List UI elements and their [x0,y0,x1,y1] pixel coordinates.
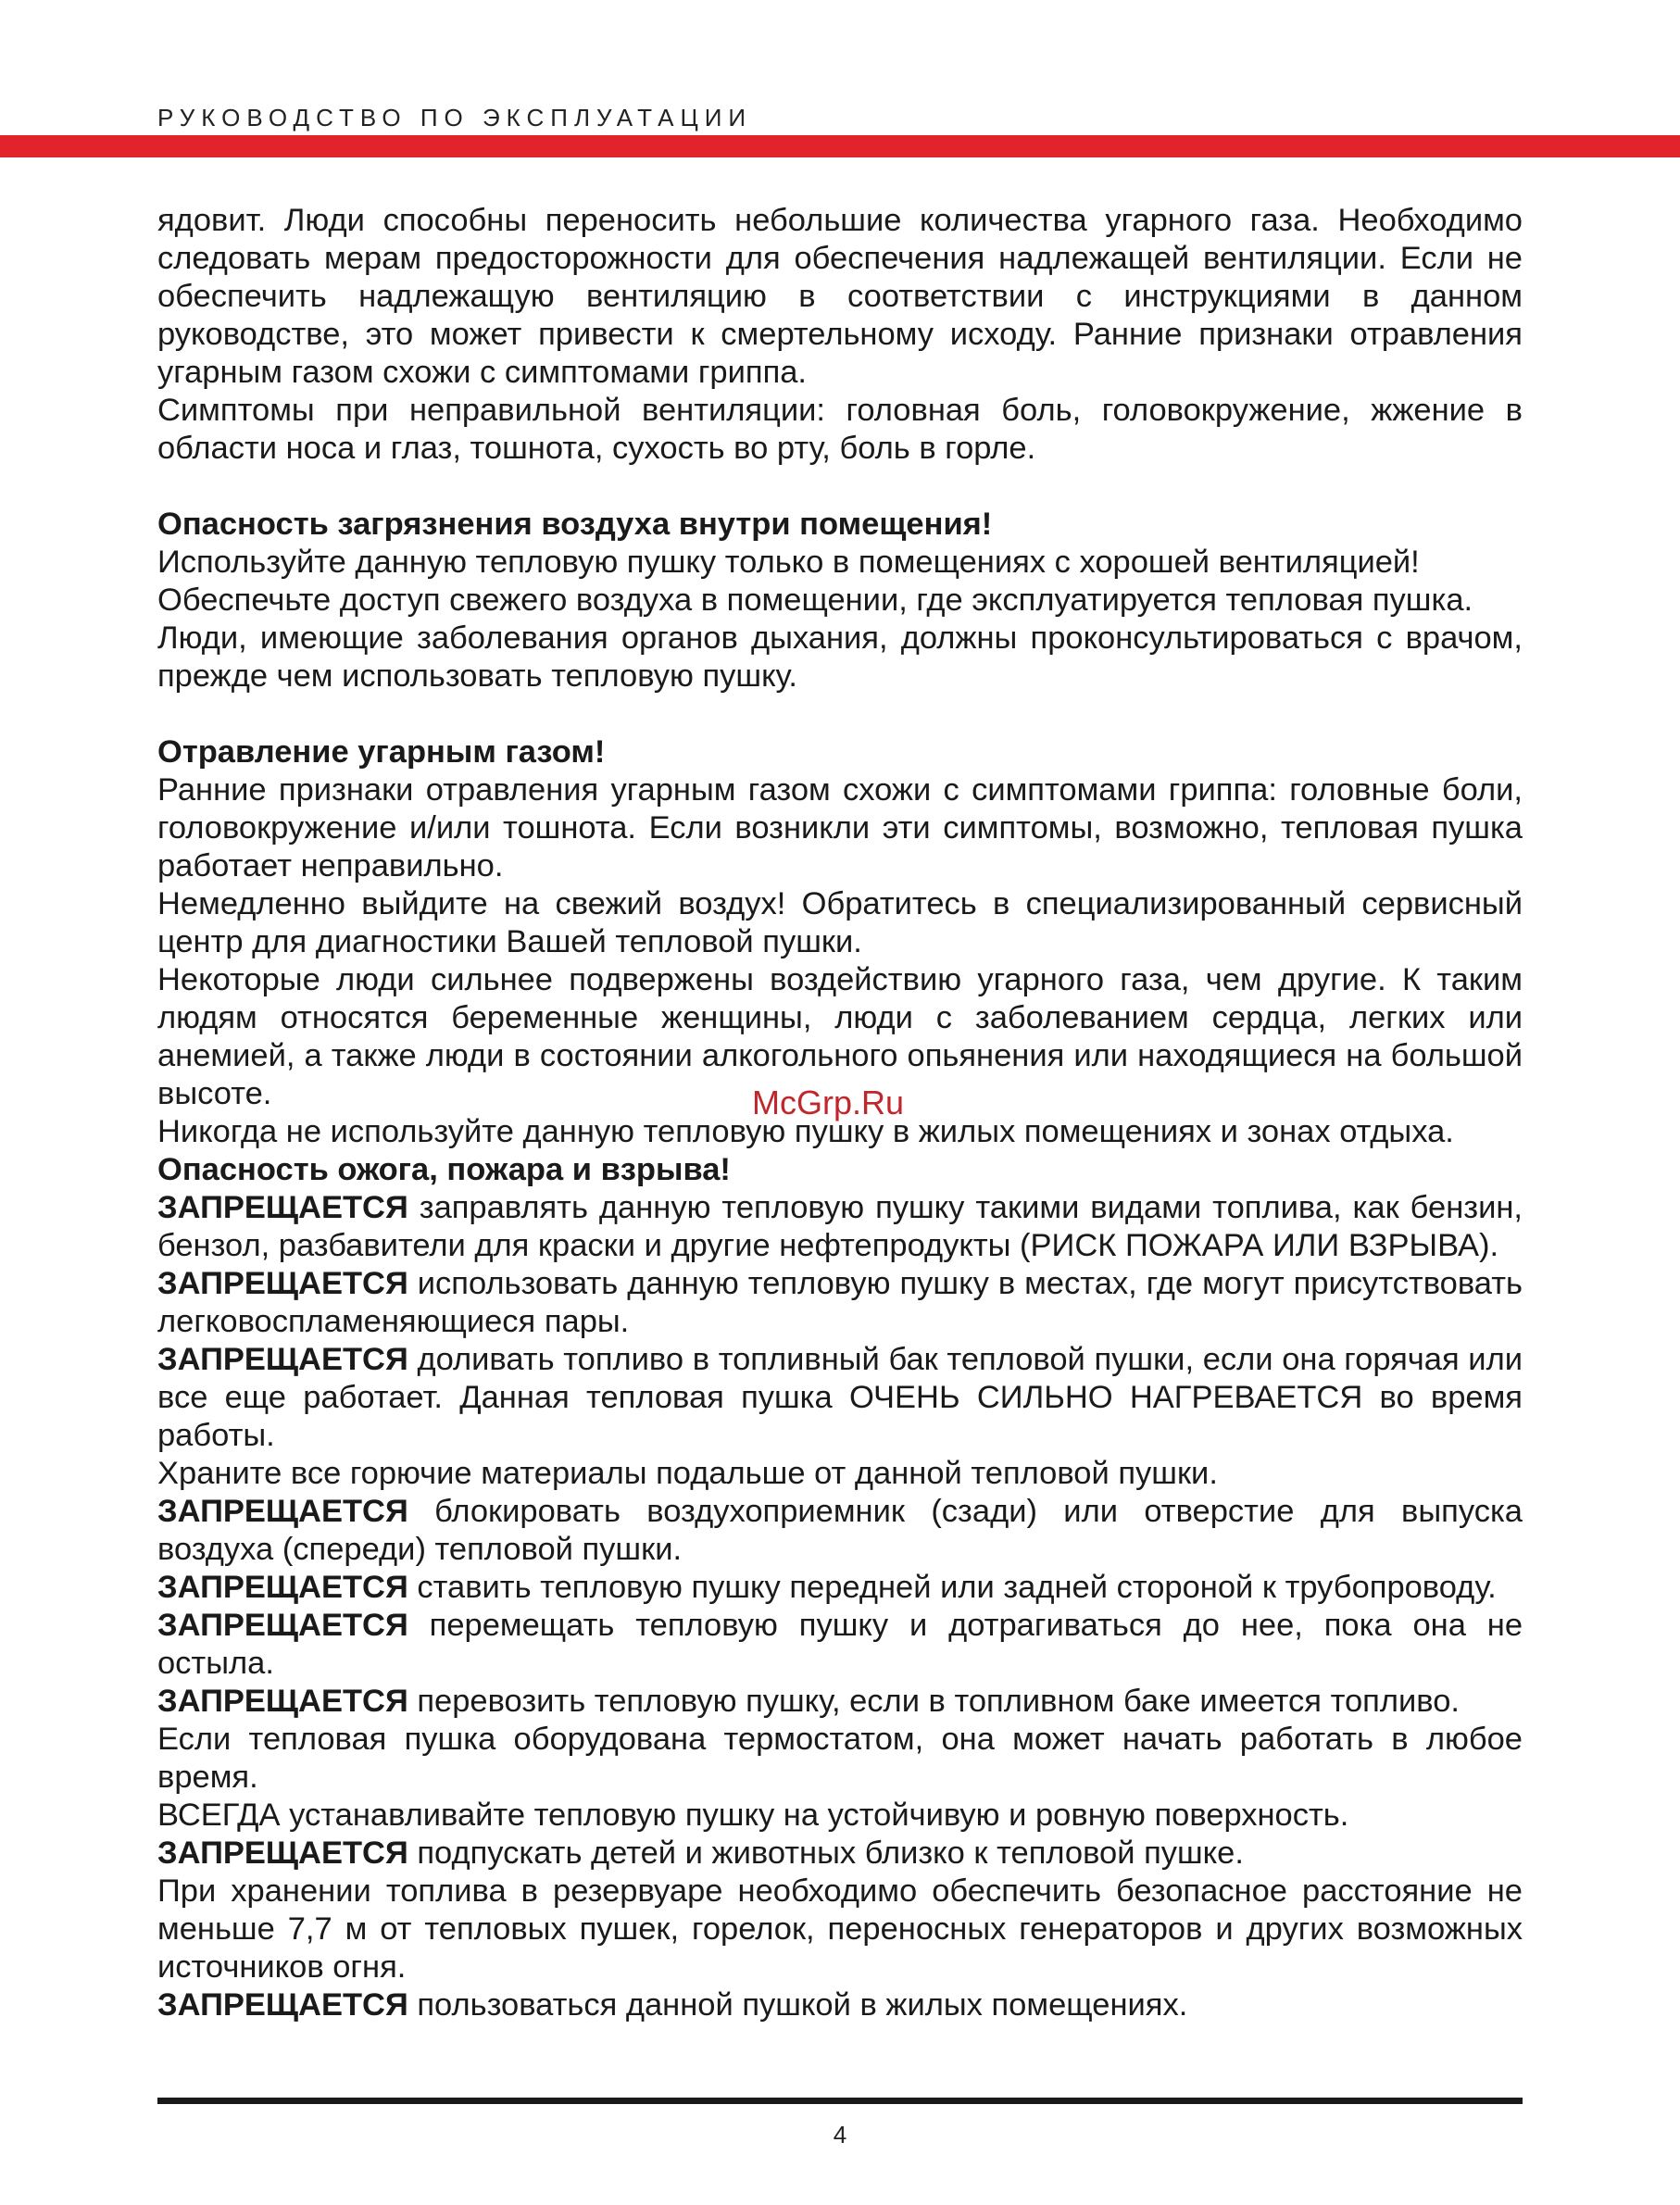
paragraph: Если тепловая пушка оборудована термостатом, она может начать работать в любое время. [157,1722,1523,1795]
paragraph: ядовит. Люди способны переносить небольшие количества угарного газа. Необходимо следовать мерам предосторожности для обеспечения надлежащей вентиляции. Если не обеспечить надлежащую вентиляцию в соответствии с инструкциями в данном руководстве, это может привести к смертельному исходу. Ранние признаки отравления угарным газом схожи с симптомами гриппа. [157,203,1523,390]
paragraph: Обеспечьте доступ свежего воздуха в помещении, где эксплуатируется тепловая пушка. [157,583,1473,618]
prohibited-label: ЗАПРЕЩАЕТСЯ [157,1684,408,1719]
prohibition-item: ЗАПРЕЩАЕТСЯ блокировать воздухоприемник (сзади) или отверстие для выпуска воздуха (спереди) тепловой пушки. [157,1494,1523,1567]
prohibited-label: ЗАПРЕЩАЕТСЯ [157,1608,408,1643]
prohibited-label: ЗАПРЕЩАЕТСЯ [157,1342,408,1377]
paragraph: Храните все горючие материалы подальше от данной тепловой пушки. [157,1456,1218,1491]
prohibited-label: ЗАПРЕЩАЕТСЯ [157,1987,408,2023]
paragraph: ВСЕГДА устанавливайте тепловую пушку на устойчивую и ровную поверхность. [157,1798,1349,1833]
paragraph: Никогда не используйте данную тепловую пушку в жилых помещениях и зонах отдыха. [157,1114,1454,1149]
header-accent-bar [0,135,1680,157]
prohibition-item: ЗАПРЕЩАЕТСЯ доливать топливо в топливный бак тепловой пушки, если она горячая или все еще работает. Данная тепловая пушка ОЧЕНЬ СИЛЬНО НАГРЕВАЕТСЯ во время работы. [157,1342,1523,1453]
prohibition-item: ЗАПРЕЩАЕТСЯ ставить тепловую пушку передней или задней стороной к трубопроводу. [157,1570,1497,1605]
prohibited-label: ЗАПРЕЩАЕТСЯ [157,1494,408,1529]
paragraph: Некоторые люди сильнее подвержены воздействию угарного газа, чем другие. К таким людям относятся беременные женщины, люди с заболеванием сердца, легких или анемией, а также люди в состоянии алкогольного опьянения или находящиеся на большой высоте. [157,962,1523,1111]
prohibited-label: ЗАПРЕЩАЕТСЯ [157,1190,408,1225]
prohibition-item: ЗАПРЕЩАЕТСЯ пользоваться данной пушкой в жилых помещениях. [157,1987,1188,2023]
prohibited-label: ЗАПРЕЩАЕТСЯ [157,1835,408,1871]
paragraph: Ранние признаки отравления угарным газом схожи с симптомами гриппа: головные боли, головокружение и/или тошнота. Если возникли эти симптомы, возможно, тепловая пушка работает неправильно. [157,772,1523,883]
watermark: McGrp.Ru [752,1084,905,1121]
paragraph: Симптомы при неправильной вентиляции: головная боль, головокружение, жжение в области носа и глаз, тошнота, сухость во рту, боль в горле. [157,393,1523,466]
section-heading: Отравление угарным газом! [157,734,606,770]
prohibited-label: ЗАПРЕЩАЕТСЯ [157,1570,408,1605]
paragraph: При хранении топлива в резервуаре необходимо обеспечить безопасное расстояние не меньше 7,7 м от тепловых пушек, горелок, переносных генераторов и других возможных источников огня. [157,1873,1523,1985]
page-number: 4 [833,2121,847,2149]
section-heading: Опасность загрязнения воздуха внутри помещения! [157,507,993,542]
prohibition-item: ЗАПРЕЩАЕТСЯ перемещать тепловую пушку и дотрагиваться до нее, пока она не остыла. [157,1608,1523,1681]
prohibition-item: ЗАПРЕЩАЕТСЯ заправлять данную тепловую пушку такими видами топлива, как бензин, бензол, разбавители для краски и другие нефтепродукты (РИСК ПОЖАРА ИЛИ ВЗРЫВА). [157,1190,1523,1263]
document-header-title: РУКОВОДСТВО ПО ЭКСПЛУАТАЦИИ [157,104,753,132]
prohibition-item: ЗАПРЕЩАЕТСЯ подпускать детей и животных близко к тепловой пушке. [157,1835,1244,1871]
paragraph: Люди, имеющие заболевания органов дыхания, должны проконсультироваться с врачом, прежде чем использовать тепловую пушку. [157,620,1523,694]
prohibition-item: ЗАПРЕЩАЕТСЯ перевозить тепловую пушку, если в топливном баке имеется топливо. [157,1684,1460,1719]
section-heading: Опасность ожога, пожара и взрыва! [157,1152,731,1187]
paragraph: Используйте данную тепловую пушку только в помещениях с хорошей вентиляцией! [157,545,1420,580]
footer-divider [157,2098,1523,2104]
prohibited-label: ЗАПРЕЩАЕТСЯ [157,1266,408,1301]
paragraph: Немедленно выйдите на свежий воздух! Обратитесь в специализированный сервисный центр для диагностики Вашей тепловой пушки. [157,886,1523,959]
prohibition-item: ЗАПРЕЩАЕТСЯ использовать данную тепловую пушку в местах, где могут присутствовать легковоспламеняющиеся пары. [157,1266,1523,1339]
